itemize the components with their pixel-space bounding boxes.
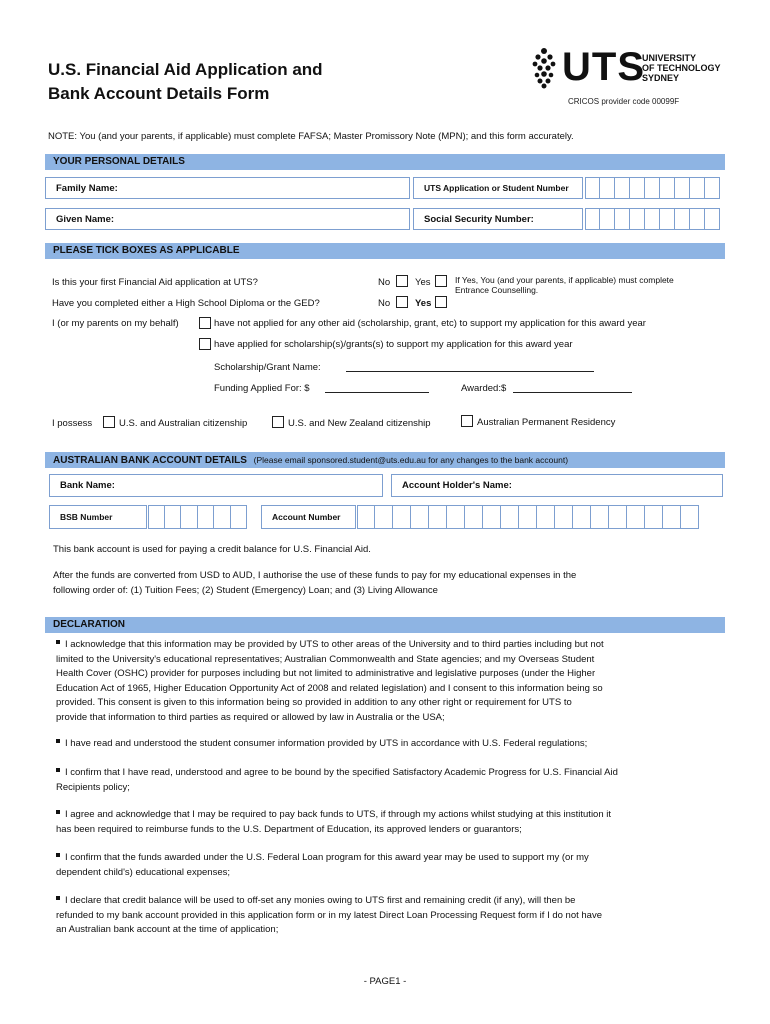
declaration-line: Health Cover (OSHC) provider for purposes including but not limited to administrative and legislative purposes (under the Higher [56,668,596,679]
given-name-field[interactable] [45,208,410,230]
ssn-label-box [413,208,583,230]
declaration-item [56,737,686,752]
declaration-item [56,808,686,837]
scholarship-name-label: Scholarship/Grant Name: [214,362,321,373]
awarded-input[interactable] [513,382,632,393]
bsb-boxes[interactable] [148,505,247,529]
q1-no-label: No [378,277,391,288]
yes-note-line-1: If Yes, You (and your parents, if applicable) must complete [455,275,674,285]
page-number: - PAGE1 - [363,976,407,987]
first-application-question: Is this your first Financial Aid application at UTS? [52,277,258,288]
not-applied-label: have not applied for any other aid (scholarship, grant, etc) to support my application for this award year [214,318,646,329]
q2-yes-label: Yes [415,298,432,309]
account-number-label: Account Number [272,512,341,522]
family-name-label: Family Name: [56,182,118,194]
uts-logo [528,45,728,90]
q1-yes-checkbox[interactable] [435,275,447,287]
possess-label: I possess [52,418,93,429]
diploma-question: Have you completed either a High School Diploma or the GED? [52,298,320,309]
section-declaration: DECLARATION [45,617,725,633]
declaration-line: limited to the University's educational representatives; Australian Commonwealth and State agencies; and my Overseas Student [56,653,595,665]
ssn-boxes[interactable] [585,208,720,230]
student-number-boxes[interactable] [585,177,720,199]
not-applied-checkbox[interactable] [199,317,211,329]
account-holder-label: Account Holder's Name: [402,480,512,491]
account-number-label-box [261,505,356,529]
bullet-icon [56,810,60,814]
student-number-label: UTS Application or Student Number [424,183,569,193]
aus-pr-label: Australian Permanent Residency [477,417,616,428]
logo-line-3: SYDNEY [642,73,680,83]
us-nz-label: U.S. and New Zealand citizenship [288,418,431,429]
q2-yes-checkbox[interactable] [435,296,447,308]
declaration-line: I declare that credit balance will be used to off-set any monies owing to UTS first and remaining credit (if any), will then be [65,895,576,906]
funds-authorisation-text [53,569,576,598]
logo-line-2: OF TECHNOLOGY [642,63,721,73]
logo-line-1: UNIVERSITY [642,53,697,63]
section-tick-boxes: PLEASE TICK BOXES AS APPLICABLE [45,243,725,259]
family-name-field[interactable] [45,177,410,199]
declaration-item [56,638,686,725]
section-bank-details [45,452,725,468]
declaration-line: provided. This consent is given to this information being so provided in addition to any other right or requirement for UTS to [56,697,572,708]
declaration-line: I confirm that the funds awarded under the U.S. Federal Loan program for this award year may be used to support my (or my [65,852,589,863]
logo-university-name [642,53,721,83]
declaration-line: I agree and acknowledge that I may be required to pay back funds to UTS, if through my actions whilst studying at this institution it [65,809,612,820]
bullet-icon [56,768,60,772]
yes-note-line-2: Entrance Counselling. [455,285,539,295]
us-aus-label: U.S. and Australian citizenship [119,418,248,429]
bullet-icon [56,853,60,857]
bullet-icon [56,739,60,743]
declaration-line: I confirm that I have read, understood and agree to be bound by the specified Satisfactory Academic Progress for U.S. Financial Aid [65,767,618,778]
title-line-2: Bank Account Details Form [48,84,270,103]
q1-no-checkbox[interactable] [396,275,408,287]
note-text: NOTE: You (and your parents, if applicable) must complete FAFSA; Master Promissory Note (MPN); and this form accurately. [48,131,574,142]
us-nz-checkbox[interactable] [272,416,284,428]
awarded-label: Awarded:$ [461,383,507,394]
bsb-label: BSB Number [60,512,113,522]
ssn-label: Social Security Number: [424,213,534,225]
q1-yes-label: Yes [415,277,431,288]
form-title [48,58,323,106]
authorisation-line-2: following order of: (1) Tuition Fees; (2) Student (Emergency) Loan; and (3) Living Allowance [53,584,438,596]
funding-applied-label: Funding Applied For: $ [214,383,310,394]
declaration-line: I acknowledge that this information may be provided by UTS to other areas of the University and to third parties including but not [65,639,604,650]
bank-purpose-text: This bank account is used for paying a credit balance for U.S. Financial Aid. [53,544,371,555]
have-applied-checkbox[interactable] [199,338,211,350]
funding-applied-input[interactable] [325,382,429,393]
declaration-item [56,766,686,795]
q2-no-checkbox[interactable] [396,296,408,308]
declaration-line: provide that information to third parties as required or allowed by law in Australia or the USA; [56,711,445,723]
bank-heading: AUSTRALIAN BANK ACCOUNT DETAILS [53,455,247,466]
account-holder-field[interactable] [391,474,723,497]
declaration-line: Education Act of 1965, Higher Education Opportunity Act of 2008 and related legislation) and I consent to this information being so [56,682,603,694]
aus-pr-checkbox[interactable] [461,415,473,427]
authorisation-line-1: After the funds are converted from USD to AUD, I authorise the use of these funds to pay for my educational expenses in the [53,570,577,581]
bullet-icon [56,896,60,900]
us-aus-checkbox[interactable] [103,416,115,428]
cricos-code: CRICOS provider code 00099F [568,97,680,106]
logo-wordmark: UTS [562,45,645,89]
have-applied-label: have applied for scholarship(s)/grants(s) to support my application for this award year [214,339,573,350]
parents-prefix: I (or my parents on my behalf) [52,318,179,329]
student-number-label-box [413,177,583,199]
bank-name-label: Bank Name: [60,480,115,491]
given-name-label: Given Name: [56,213,115,225]
bullet-icon [56,640,60,644]
declaration-line: refunded to my bank account provided in this application form or in my latest Direct Loan Processing Request form if I do not have [56,909,603,921]
declaration-line: an Australian bank account at the time of application; [56,924,279,935]
bank-heading-note: (Please email sponsored.student@uts.edu.au for any changes to the bank account) [253,455,569,465]
bank-name-field[interactable] [49,474,383,497]
yes-counselling-note [455,275,674,295]
scholarship-name-input[interactable] [346,361,594,372]
declaration-item [56,851,686,880]
declaration-line: has been required to reimburse funds to the U.S. Department of Education, its approved lenders or guarantors; [56,823,522,835]
q2-no-label: No [378,298,391,309]
declaration-item [56,894,686,938]
title-line-1: U.S. Financial Aid Application and [48,60,323,79]
uts-crest-icon [530,47,558,89]
declaration-line: Recipients policy; [56,781,130,793]
declaration-line: dependent child's) educational expenses; [56,866,230,878]
section-personal-details: YOUR PERSONAL DETAILS [45,154,725,170]
account-number-boxes[interactable] [357,505,699,529]
declaration-line: I have read and understood the student consumer information provided by UTS in accordance with U.S. Federal regulations; [65,738,588,749]
bsb-label-box [49,505,147,529]
